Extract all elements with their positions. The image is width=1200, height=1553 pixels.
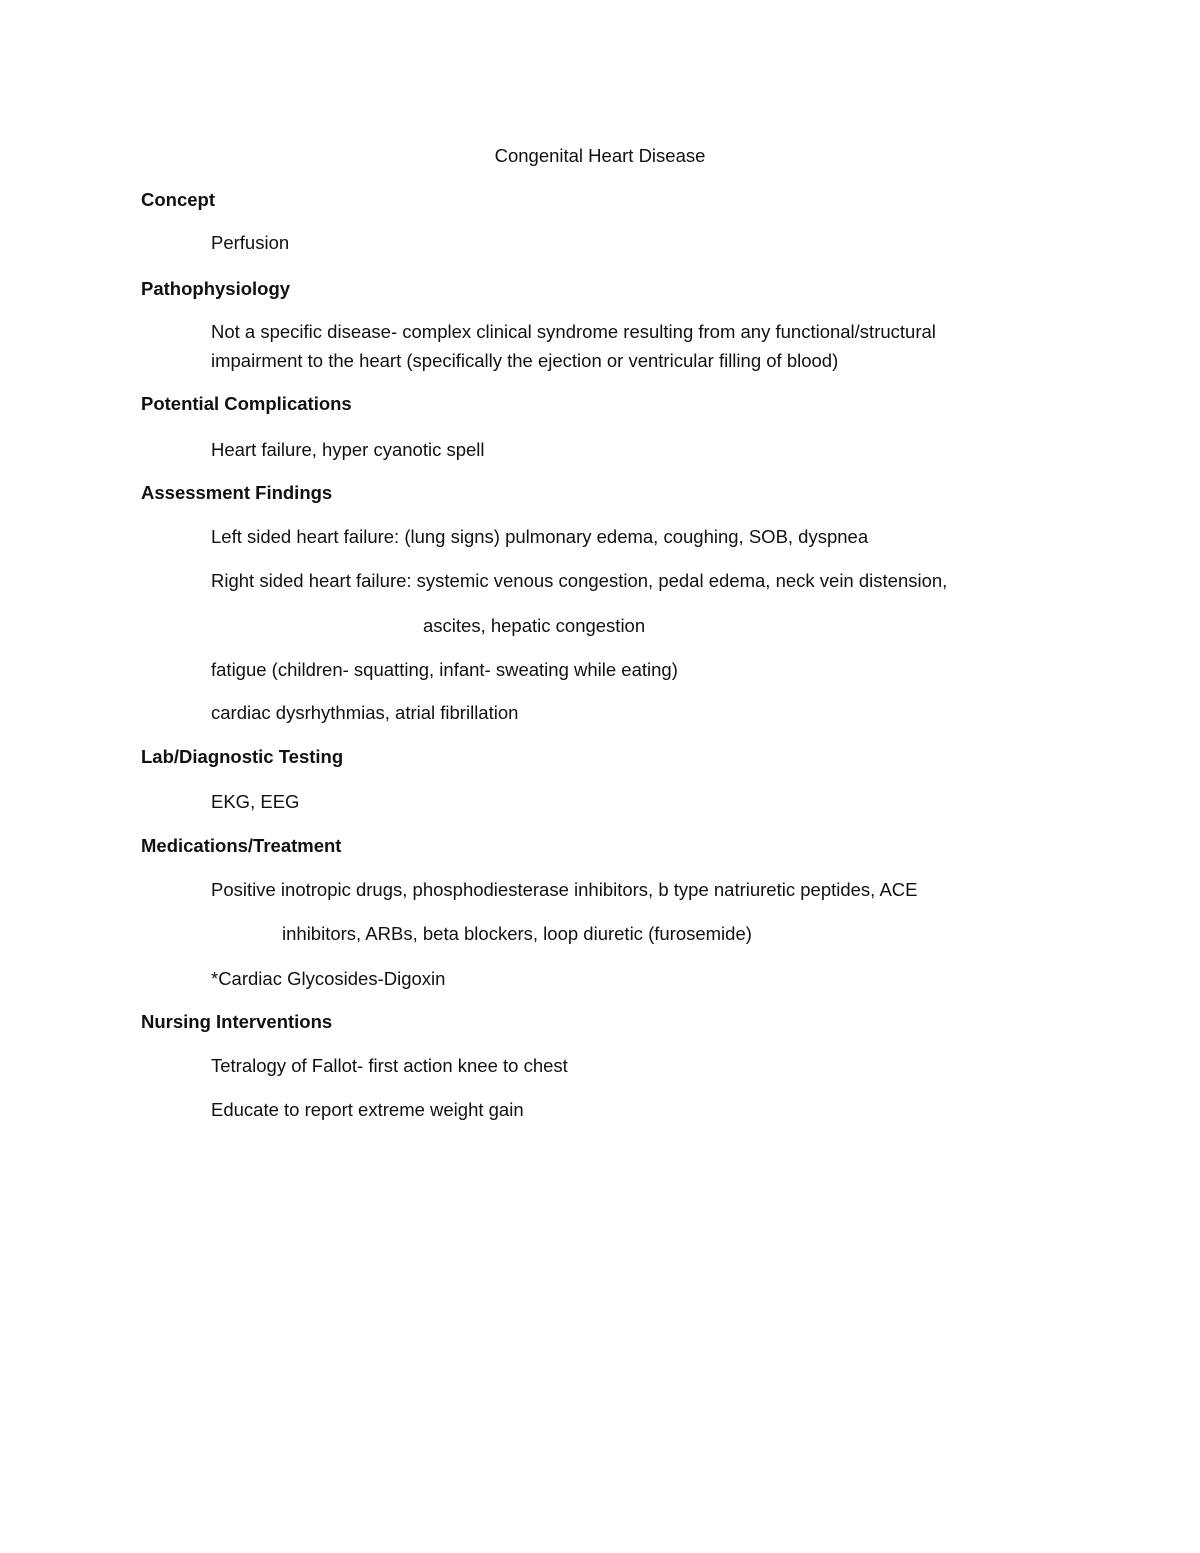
- section-line: cardiac dysrhythmias, atrial fibrillation: [211, 702, 519, 723]
- section-line: Perfusion: [211, 232, 290, 253]
- section-heading-pathophysiology: Pathophysiology: [141, 278, 291, 299]
- section-line: impairment to the heart (specifically the ejection or ventricular filling of blood): [211, 350, 839, 371]
- section-line: Tetralogy of Fallot- first action knee to chest: [211, 1055, 568, 1076]
- section-line: Positive inotropic drugs, phosphodiesterase inhibitors, b type natriuretic peptides, ACE: [211, 879, 918, 900]
- section-line: EKG, EEG: [211, 791, 300, 812]
- page-title: Congenital Heart Disease: [494, 145, 706, 166]
- section-line: Left sided heart failure: (lung signs) pulmonary edema, coughing, SOB, dyspnea: [211, 526, 869, 547]
- section-line: Heart failure, hyper cyanotic spell: [211, 439, 485, 460]
- section-heading-medications-treatment: Medications/Treatment: [141, 835, 342, 856]
- section-line: Not a specific disease- complex clinical syndrome resulting from any functional/structural: [211, 321, 936, 342]
- section-line: fatigue (children- squatting, infant- sweating while eating): [211, 659, 678, 680]
- section-line: ascites, hepatic congestion: [423, 615, 646, 636]
- section-heading-potential-complications: Potential Complications: [141, 393, 352, 414]
- section-line: Educate to report extreme weight gain: [211, 1099, 524, 1120]
- section-heading-concept: Concept: [141, 189, 215, 210]
- section-line: inhibitors, ARBs, beta blockers, loop diuretic (furosemide): [282, 923, 752, 944]
- section-heading-lab-diagnostic-testing: Lab/Diagnostic Testing: [141, 746, 344, 767]
- section-heading-nursing-interventions: Nursing Interventions: [141, 1011, 333, 1032]
- section-heading-assessment-findings: Assessment Findings: [141, 482, 333, 503]
- section-line: *Cardiac Glycosides-Digoxin: [211, 968, 446, 989]
- section-line: Right sided heart failure: systemic venous congestion, pedal edema, neck vein distension,: [211, 570, 948, 591]
